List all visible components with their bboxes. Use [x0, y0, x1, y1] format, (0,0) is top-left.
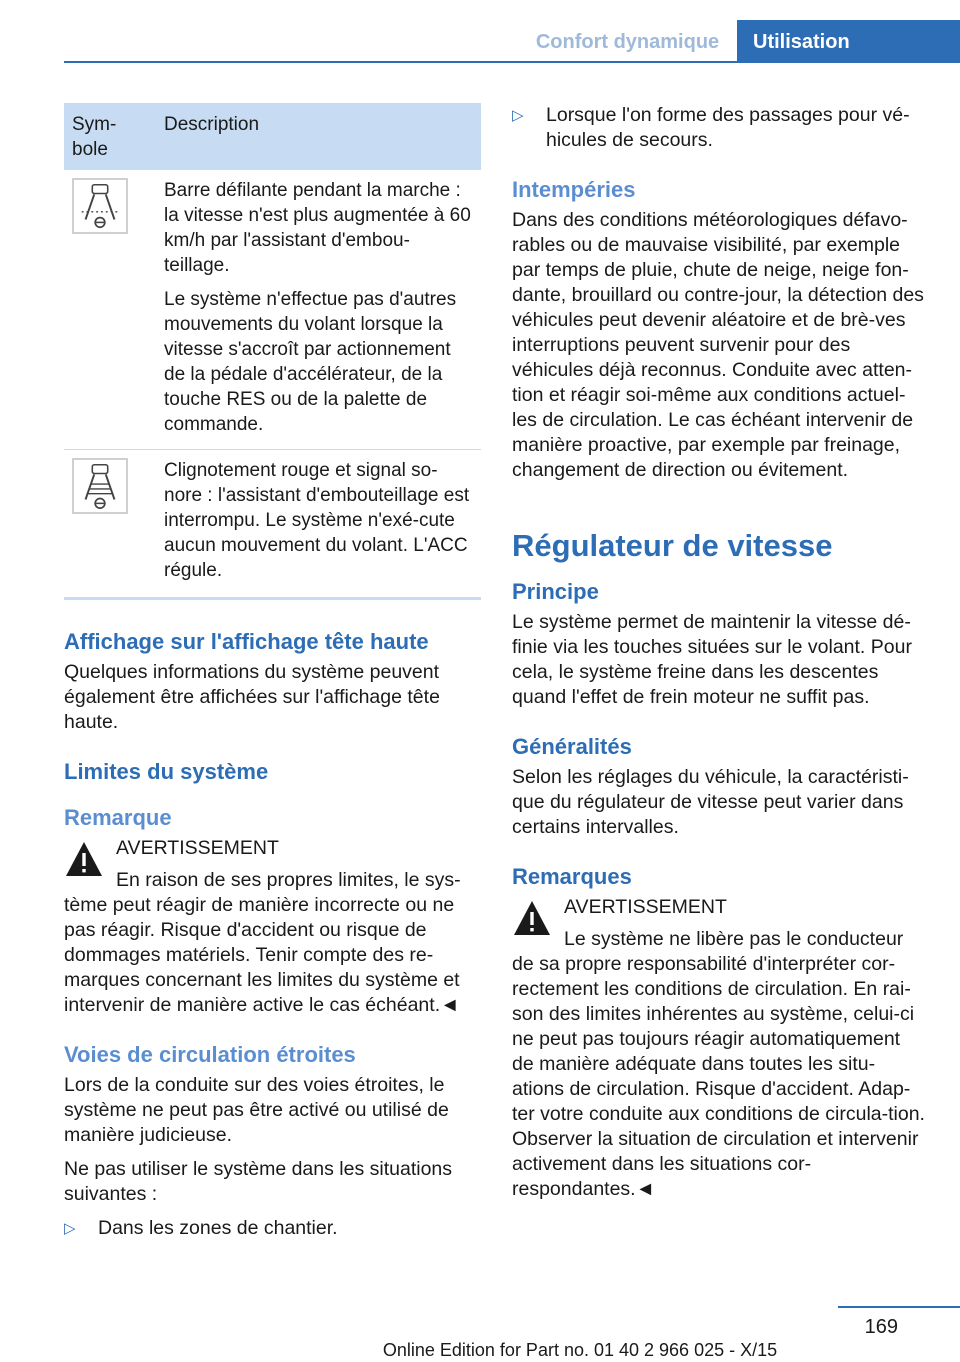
warning-box	[64, 836, 481, 1018]
hud-text: Quelques informations du système peuvent également être affichées sur l'affichage tête haute.	[64, 661, 440, 733]
warning-label: AVERTISSEMENT	[116, 837, 279, 859]
description-text: Le système n'effectue pas d'autres mouvements du volant lorsque la vitesse s'accroît par actionnement de la pédale d'accélérateur, de la touche RES ou de la palette de commande.	[164, 289, 457, 435]
chapter-title-cruise-control: Régulateur de vitesse	[512, 528, 833, 563]
list-item-text: Lorsque l'on forme des passages pour vé-hicules de secours.	[546, 104, 910, 151]
section-title-hud: Affichage sur l'affichage tête haute	[64, 629, 429, 654]
section-title-limits: Limites du système	[64, 759, 269, 784]
weather-text: Dans des conditions météorologiques défavo-rables ou de mauvaise visibilité, par exemple par temps de pluie, chute de neige, neige fon-dante, brouillard ou contre-jour, la détection des véhicules peut devenir aléatoire et de brè-ves interruptions peuvent survenir pour des véhicules déjà reconnus. Conduite avec atten-tion et réagir soi-même aux conditions actuel-les de circulation. Le cas échéant intervenir de manière proactive, par exemple par freinage, changement de direction ou évitement.	[512, 209, 924, 481]
list-item	[512, 103, 927, 153]
col-symbol-header: Sym- bole	[64, 103, 156, 170]
warning-box	[512, 895, 927, 1202]
header-chapter-tab[interactable]: Utilisation	[737, 20, 960, 61]
warning-triangle-icon	[512, 899, 552, 937]
symbol-table	[64, 103, 481, 600]
description-text: Barre défilante pendant la marche : la vitesse n'est plus augmentée à 60 km/h par l'assistant d'embou-teillage.	[164, 180, 471, 276]
table-header-row	[64, 103, 481, 170]
subsection-title-weather: Intempéries	[512, 177, 636, 202]
narrow-lanes-text: Ne pas utiliser le système dans les situations suivantes :	[64, 1158, 453, 1205]
description-text: Clignotement rouge et signal so-nore : l'assistant d'embouteillage est interrompu. Le système n'exé-cute aucun mouvement du volant. L'ACC régule.	[164, 460, 470, 581]
list-item-text: Dans les zones de chantier.	[98, 1217, 338, 1239]
edition-note: Online Edition for Part no. 01 40 2 966 025 - X/15	[382, 1340, 778, 1360]
row-description	[156, 170, 481, 450]
warning-triangle-icon	[64, 840, 104, 878]
table-row	[64, 170, 481, 450]
general-text: Selon les réglages du véhicule, la caractéristi-que du régulateur de vitesse peut varier dans certains intervalles.	[512, 766, 909, 838]
warning-text: Le système ne libère pas le conducteur de sa propre responsabilité d'interpréter cor-rectement les conditions de circulation. En rai-son des limites inhérentes au système, celui-ci ne peut pas toujours réagir automatiquement de manière adéquate dans toutes les situ-ations de circulation. Risque d'accident. Adap-ter votre conduite aux conditions de circula-tion. Observer la situation de circulation et intervenir activement dans les situations cor-respondantes.◄	[512, 928, 925, 1200]
page-number: 169	[864, 1316, 898, 1338]
right-column	[512, 103, 927, 1211]
section-title-general: Généralités	[512, 734, 632, 759]
warning-text: En raison de ses propres limites, le sys-tème peut réagir de manière incorrecte ou ne pas réagir. Risque d'accident ou risque de dommages matériels. Tenir compte des re-marques concernant les limites du système et intervenir de manière active le cas échéant.◄	[64, 869, 461, 1016]
row-description	[156, 450, 481, 599]
subsection-title-remark: Remarque	[64, 805, 172, 830]
col-description-header: Description	[156, 103, 481, 170]
bullet-triangle-icon: ▷	[64, 1220, 76, 1237]
header-section-link[interactable]: Confort dynamique	[535, 31, 720, 53]
section-title-remarks: Remarques	[512, 864, 632, 889]
table-row	[64, 450, 481, 599]
subsection-title-narrow-lanes: Voies de circulation étroites	[64, 1042, 356, 1067]
bullet-triangle-icon: ▷	[512, 107, 524, 124]
left-column	[64, 103, 481, 1250]
section-title-principle: Principe	[512, 579, 599, 604]
acc-traffic-jam-interrupted-icon	[72, 458, 128, 514]
narrow-lanes-text: Lors de la conduite sur des voies étroites, le système ne peut pas être activé ou utilisé de manière judicieuse.	[64, 1074, 449, 1146]
header-rule	[64, 61, 960, 63]
principle-text: Le système permet de maintenir la vitesse dé-finie via les touches situées sur le volant. Pour cela, le système freine dans les descentes quand l'effet de frein moteur ne suffit pas.	[512, 611, 912, 708]
warning-label: AVERTISSEMENT	[564, 896, 727, 918]
footer-rule	[838, 1306, 960, 1308]
acc-traffic-jam-bar-icon	[72, 178, 128, 234]
list-item	[64, 1216, 481, 1241]
